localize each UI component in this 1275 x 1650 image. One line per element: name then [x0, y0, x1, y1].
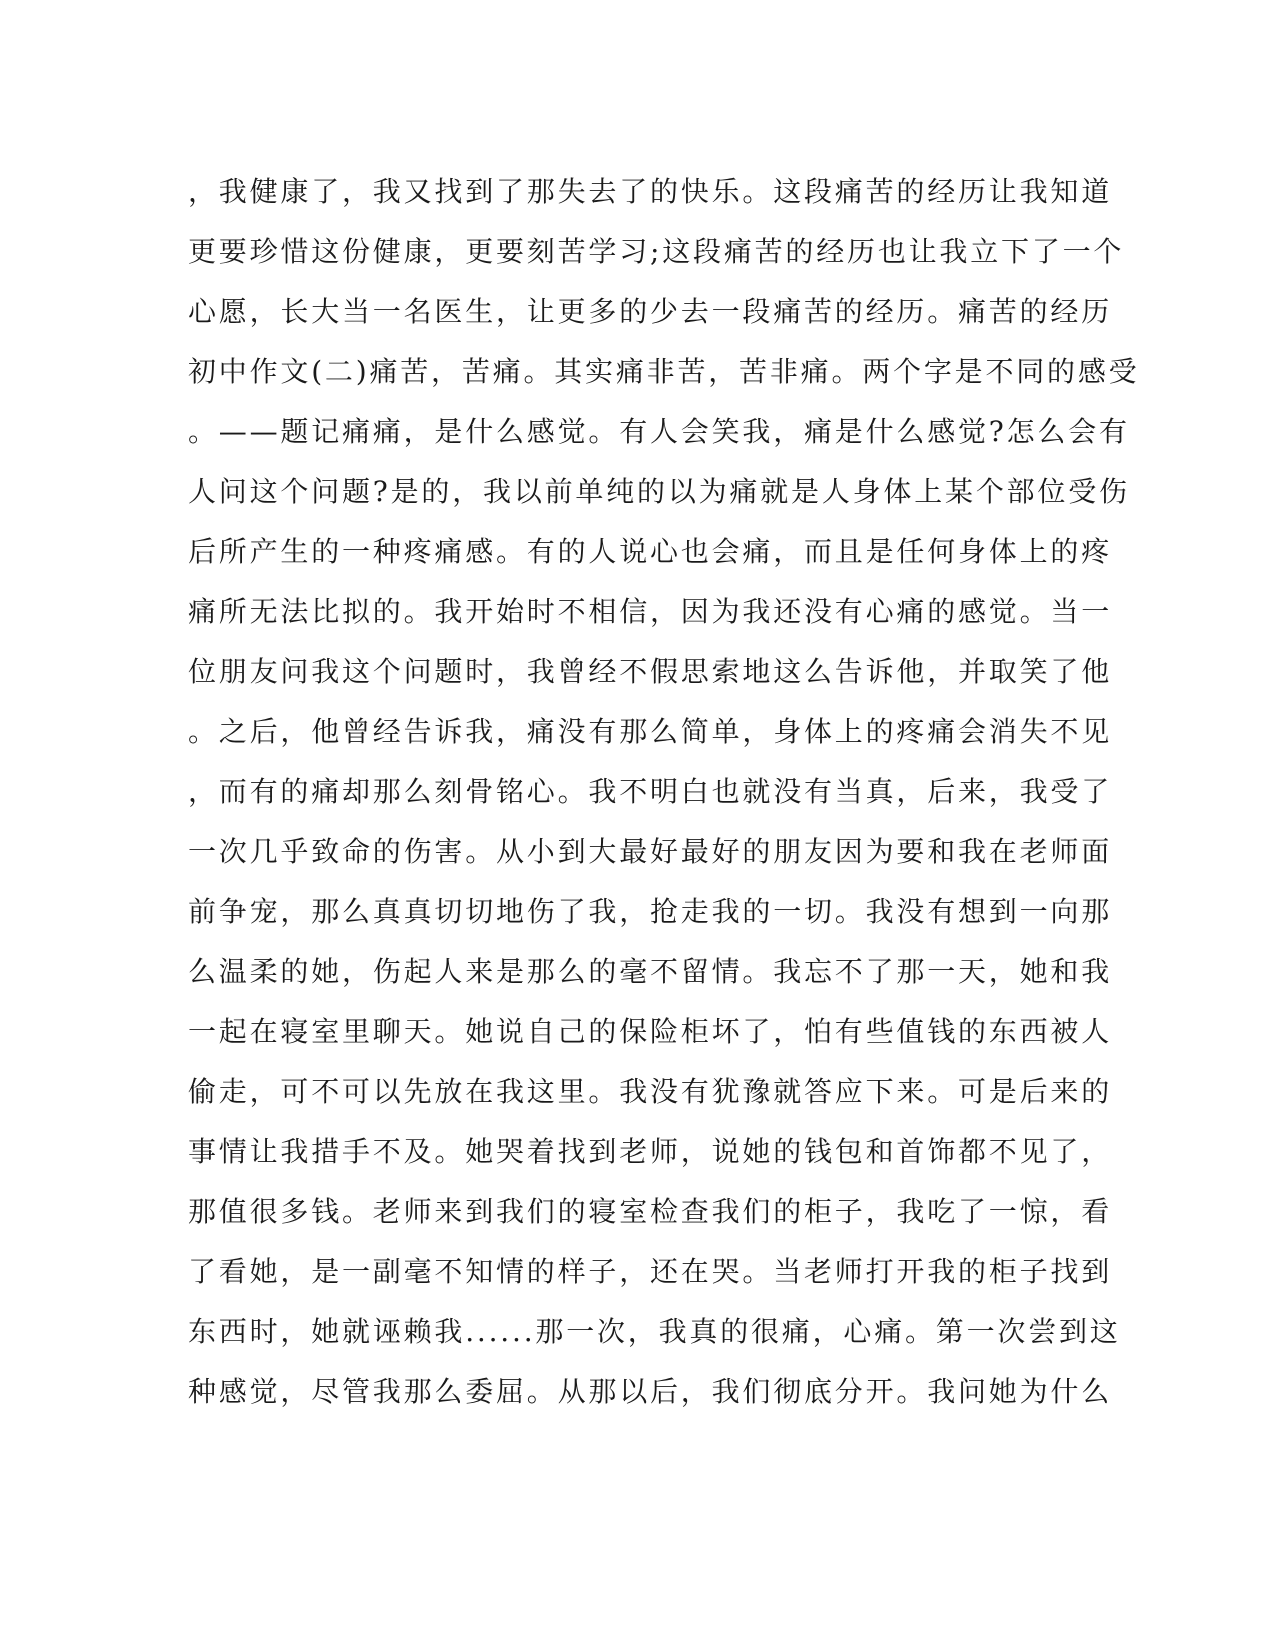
- text-line: 痛所无法比拟的。我开始时不相信，因为我还没有心痛的感觉。当一: [188, 595, 1113, 628]
- text-line: 偷走，可不可以先放在我这里。我没有犹豫就答应下来。可是后来的: [188, 1075, 1113, 1108]
- text-line: ，我健康了，我又找到了那失去了的快乐。这段痛苦的经历让我知道: [188, 175, 1113, 208]
- text-line: ，而有的痛却那么刻骨铭心。我不明白也就没有当真，后来，我受了: [188, 775, 1113, 808]
- text-line: 心愿，长大当一名医生，让更多的少去一段痛苦的经历。痛苦的经历: [188, 295, 1113, 328]
- essay-text: [188, 162, 1140, 1422]
- text-line: 前争宠，那么真真切切地伤了我，抢走我的一切。我没有想到一向那: [188, 895, 1113, 928]
- text-line: 东西时，她就诬赖我......那一次，我真的很痛，心痛。第一次尝到这: [188, 1315, 1121, 1348]
- text-line: 。——题记痛痛，是什么感觉。有人会笑我，痛是什么感觉?怎么会有: [188, 415, 1130, 448]
- text-line: 后所产生的一种疼痛感。有的人说心也会痛，而且是任何身体上的疼: [188, 535, 1113, 568]
- text-line: 更要珍惜这份健康，更要刻苦学习;这段痛苦的经历也让我立下了一个: [188, 235, 1125, 268]
- text-line: 种感觉，尽管我那么委屈。从那以后，我们彻底分开。我问她为什么: [188, 1375, 1113, 1408]
- text-line: 一起在寝室里聊天。她说自己的保险柜坏了，怕有些值钱的东西被人: [188, 1015, 1113, 1048]
- text-line: 位朋友问我这个问题时，我曾经不假思索地这么告诉他，并取笑了他: [188, 655, 1113, 688]
- text-line: 了看她，是一副毫不知情的样子，还在哭。当老师打开我的柜子找到: [188, 1255, 1113, 1288]
- text-line: 。之后，他曾经告诉我，痛没有那么简单，身体上的疼痛会消失不见: [188, 715, 1113, 748]
- text-line: 那值很多钱。老师来到我们的寝室检查我们的柜子，我吃了一惊，看: [188, 1195, 1113, 1228]
- text-line: 么温柔的她，伤起人来是那么的毫不留情。我忘不了那一天，她和我: [188, 955, 1113, 988]
- text-line: 初中作文(二)痛苦，苦痛。其实痛非苦，苦非痛。两个字是不同的感受: [188, 355, 1140, 388]
- text-line: 事情让我措手不及。她哭着找到老师，说她的钱包和首饰都不见了，: [188, 1135, 1113, 1168]
- text-line: 人问这个问题?是的，我以前单纯的以为痛就是人身体上某个部位受伤: [188, 475, 1130, 508]
- text-line: 一次几乎致命的伤害。从小到大最好最好的朋友因为要和我在老师面: [188, 835, 1113, 868]
